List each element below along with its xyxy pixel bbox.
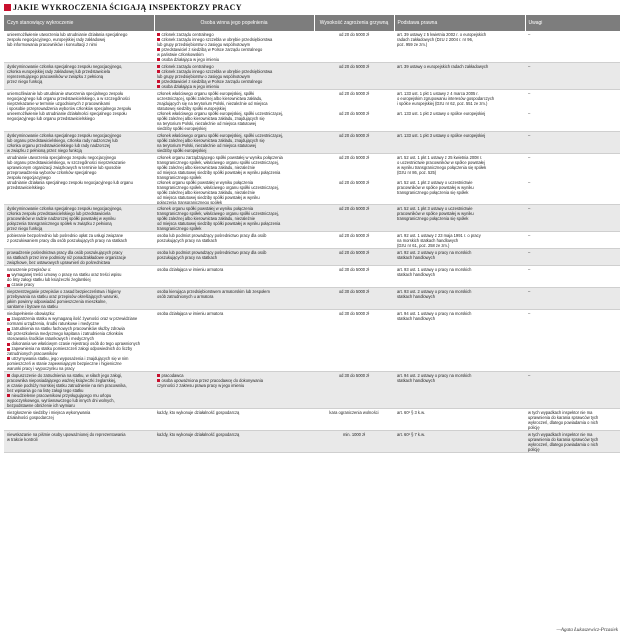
cell-line: od 20 do 5000 zł <box>338 206 370 212</box>
table-row <box>4 232 620 249</box>
cell-line: bezpodstawne obniżenie ich wymiaru <box>7 402 75 408</box>
page-title: JAKIE WYKROCZENIA ŚCIGAJĄ INSPEKTORZY PRACY <box>13 3 242 12</box>
cell-line: od 30 do 5000 zł <box>338 289 370 295</box>
cell-line: lub organu przedstawicielskiego, w szczególności nieprzekazanie <box>7 159 126 165</box>
cell-legal-basis <box>394 408 525 430</box>
table-header-row <box>4 15 620 31</box>
cell-line: unieemożliwienie utworzenia lub utrudnianie działania specjalnego <box>7 32 128 37</box>
cell-line: utrudnianie działania specjalnego zespołu negocjacyjnego lub organu <box>7 179 133 185</box>
cell-line: wykroczeń, dlatego powiadamia o nich <box>528 441 599 447</box>
cell-line: transgranicznego spółek, właściwego organu spółki uczestniczącej, <box>157 184 279 190</box>
cell-line: utrzymywania statku, jego wyposażenia i znajdujących się w nim <box>7 356 151 361</box>
cell-line: transgranicznego połączenia się spółek <box>397 189 469 195</box>
cell-line: zespołu negocjacyjnego <box>7 174 51 180</box>
cell-line: od 30 do 5000 zł <box>338 373 370 378</box>
cell-line: pracowników w spółce powstałej w wyniku <box>397 184 474 190</box>
cell-person <box>154 232 314 249</box>
cell-person <box>154 408 314 430</box>
table-row <box>4 430 620 452</box>
cell-line: (DzU nr 61, poz. 258 ze zm.) <box>397 243 450 249</box>
cell-line: nieprzekazanie w terminie uzgodnionych z pracownikami <box>7 100 111 106</box>
table-row <box>4 31 620 62</box>
cell-line: z poszukiwaniem pracy dla osób poszukujących pracy na statkach <box>7 238 128 244</box>
cell-fine <box>314 288 394 310</box>
cell-legal-basis <box>394 372 525 409</box>
cell-line: przedstawicielskiego <box>7 184 45 190</box>
column-header-offense: Czyn stanowiący wykroczenie <box>4 15 154 31</box>
cell-offense <box>4 266 154 288</box>
cell-line: poszukujących pracy na statkach <box>157 255 218 261</box>
cell-person <box>154 131 314 153</box>
cell-line: uczestniczącej, spółki zależnej albo kierownictwa zakładu, <box>157 95 263 101</box>
author-credit: —Agata Łukaszewicz-Przasiek <box>556 628 618 633</box>
cell-line: min. 1000 zł <box>342 431 366 437</box>
cell-line: art. 60¹ § 7 k.w. <box>397 431 425 437</box>
cell-line: dokonania we właściwym czasie rejestracji osób do tego uprawnionych <box>7 341 151 346</box>
cell-offense <box>4 153 154 205</box>
cell-line: dyskryminowanie członka specjalnego zespołu negocjacyjnego <box>7 132 122 138</box>
table-row <box>4 89 620 131</box>
cell-line: członek właściwego organu spółki europejskiej, spółki uczestniczącej, <box>157 110 284 116</box>
cell-line: członek zarządu centralnego <box>157 64 311 69</box>
cell-line: – <box>528 32 531 37</box>
cell-line: (DzU nr 86, poz. 525) <box>397 169 437 175</box>
cell-person <box>154 31 314 62</box>
cell-line: w państwie członkowskim <box>157 51 204 57</box>
cell-line: art. 94 ust. 1 ustawy o pracy na morskich <box>397 311 472 317</box>
table-row <box>4 131 620 153</box>
cell-line: art. 52 ust. 1 pkt 3 ustawy o uczestnictwie <box>397 206 473 212</box>
cell-line: przez niego funkcją <box>7 78 43 84</box>
cell-line: członek zarządu innego szczebla w obrębie przedsiębiorstwa <box>157 37 311 42</box>
cell-line: członek organu spółki powstałej w wyniku połączenia <box>157 206 254 212</box>
cell-line: niezgłoszenie siedziby i miejsca wykonywania <box>7 409 91 415</box>
cell-line: od 20 do 5000 zł <box>338 132 370 138</box>
cell-line: od 20 do 5000 zł <box>338 154 370 160</box>
cell-line: członka zespołu przedstawicielskiego lub przedstawiciela <box>7 211 111 217</box>
cell-line: i spółce europejskiej (DzU nr 62, poz. 551 ze zm.) <box>397 100 488 106</box>
cell-line: na morskich statkach handlowych <box>397 238 459 244</box>
cell-line: – <box>528 311 531 317</box>
cell-line: spółki zależnej albo kierownictwa zakładu, niezależnie <box>157 189 256 195</box>
cell-line: – <box>528 63 531 69</box>
cell-offense <box>4 232 154 249</box>
cell-line: stosowania środków ratunkowych i medycznych <box>7 336 94 342</box>
cell-line: siedziby spółki europejskiej <box>157 125 207 131</box>
cell-line: – <box>528 179 531 185</box>
table-row <box>4 288 620 310</box>
cell-line: uprawnienia do karania sprawców tych <box>528 414 599 420</box>
cell-line: art. 52 ust. 1 pkt 1 ustawy z 25 kwietnia 2008 r. <box>397 154 483 160</box>
cell-line: transgranicznego spółek <box>157 226 202 232</box>
cell-line: pracodawca <box>157 373 311 378</box>
cell-line: lub grupy przedsiębiorstw o zasięgu wspólnotowym <box>157 73 251 79</box>
cell-notes <box>525 266 620 288</box>
cell-fine <box>314 131 394 153</box>
cell-line: przedstawiciel z siedzibą w Polsce zarządu centralnego <box>157 79 311 84</box>
cell-offense <box>4 31 154 62</box>
cell-legal-basis <box>394 249 525 266</box>
cell-line: statkach handlowych <box>397 272 436 278</box>
cell-line: członek właściwego organu spółki europejskiej, spółki uczestniczącej, <box>157 132 284 138</box>
cell-legal-basis <box>394 89 525 131</box>
cell-line: wypoczynkowego, wyrównawczego lub innych dni wolnych, <box>7 397 115 403</box>
cell-line: lub organu przedstawicielskiego, członka rady nadzorczej lub <box>7 137 118 143</box>
cell-line: naruszenie przepisów o: <box>7 267 52 273</box>
cell-line: kara ograniczenia wolności <box>329 409 379 415</box>
cell-line: negocjacyjnego lub organu przedstawicielskiego, a w szczególności <box>7 95 130 101</box>
cell-line: zatrudnienia na statku fachowych pracowników służby zdrowia <box>7 326 151 331</box>
cell-line: uprawnionym organizacji związkowych w terminie lub sposobie <box>7 164 121 170</box>
cell-line: przebywania na statku oraz przepisów określających warunki, <box>7 294 119 300</box>
cell-line: w trakcie kontroli <box>7 436 38 442</box>
cell-line: – <box>528 154 531 160</box>
offenses-table <box>4 15 621 453</box>
cell-line: – <box>528 373 531 378</box>
cell-line: od 20 do 5000 zł <box>338 250 370 256</box>
cell-person <box>154 62 314 89</box>
cell-line: – <box>528 206 531 212</box>
cell-line: poz. 959 ze zm.) <box>397 41 428 47</box>
table-row <box>4 266 620 288</box>
cell-line: – <box>528 250 531 256</box>
cell-line: dyskryminowanie członka specjalnego zespołu negocjacyjnego, <box>7 206 123 212</box>
cell-legal-basis <box>394 131 525 153</box>
cell-line: dyskryminowanie członka specjalnego zespołu negocjacyjnego, <box>7 63 123 69</box>
cell-line: art. 93 ust. 1 ustawy o pracy na morskich <box>397 267 472 273</box>
cell-line: art. 93 ust. 2 ustawy o pracy na morskich <box>397 289 472 295</box>
cell-notes <box>525 205 620 232</box>
table-row <box>4 310 620 372</box>
cell-line: osoba lub podmiot prowadzący pośrednictwo pracy dla osób <box>157 250 267 256</box>
cell-person <box>154 372 314 409</box>
cell-line: od 20 do 5000 zł <box>338 63 370 69</box>
cell-line: statutowej siedziby spółki europejskiej <box>157 105 226 111</box>
cell-line: członek zarządu innego szczebla w obrębie przedsiębiorstwa <box>157 69 311 74</box>
cell-person <box>154 89 314 131</box>
cell-line: policję <box>528 424 540 430</box>
cell-line: – <box>528 233 531 239</box>
cell-line: siedziby spółki europejskiej <box>157 147 207 153</box>
cell-offense <box>4 288 154 310</box>
column-header-fine: Wysokość zagrożenia grzywną <box>314 15 394 31</box>
cell-person <box>154 266 314 288</box>
cell-offense <box>4 205 154 232</box>
cell-line: przedstawiciel z siedzibą w Polsce zarządu centralnego <box>157 47 311 52</box>
cell-line: członek organu zarządzającego spółki powstałej w wyniku połączenia <box>157 154 283 160</box>
cell-line: czasie pracy <box>7 282 151 287</box>
cell-line: policję <box>528 446 540 452</box>
cell-line: pobieranie bezpośrednio lub pośrednio opłat za usługi związane <box>7 233 124 239</box>
cell-line: każdy, kto wykonuje działalność gospodarczą <box>157 409 240 415</box>
cell-line: statkach handlowych <box>397 316 436 322</box>
table-row <box>4 153 620 205</box>
cell-line: dopuszczenie do zatrudnienia na statku, w siłach jego załogi, <box>7 373 151 378</box>
cell-line: niewskazanie na piśmie osoby upoważnionej do reprezentowania <box>7 431 126 437</box>
cell-line: unieemożliwienie lub utrudnianie działalności specjalnego zespołu <box>7 110 127 116</box>
cell-line: radach zakładowych (DzU z 2004 r. nr 96, <box>397 36 473 42</box>
cell-line: art. 39 ustawy o europejskich radach zakładowych <box>397 63 489 69</box>
cell-line: art. 133 ust. 1 pkt 3 ustawy o spółce europejskiej <box>397 132 486 138</box>
cell-line: zatrudnionych pracowników <box>7 351 58 357</box>
cell-legal-basis <box>394 205 525 232</box>
cell-notes <box>525 131 620 153</box>
cell-line: zapewnienia na statku pomieszczeń załogi odpowiednich do liczby <box>7 346 151 351</box>
cell-line: osoba działająca w imieniu armatora <box>157 267 224 273</box>
cell-person <box>154 310 314 372</box>
cell-line: od 30 do 5000 zł <box>338 267 370 273</box>
cell-line: do listy załogi statku lub książeczki żeglarskiej <box>7 277 91 283</box>
cell-line: od miejsca statutowej siedziby spółki powstałej w wyniku <box>157 194 260 200</box>
cell-notes <box>525 372 620 409</box>
cell-line: osoba działająca w jego imieniu <box>157 57 311 62</box>
cell-line: spółki zależnej albo kierownictwa zakładu, niezależnie <box>157 216 256 222</box>
cell-fine <box>314 249 394 266</box>
cell-line: na terytorium Polski, niezależnie od miejsca statutowej <box>157 142 256 148</box>
cell-line: pracowników w spółce powstałej w wyniku <box>397 211 474 217</box>
cell-notes <box>525 89 620 131</box>
article-header <box>4 2 242 13</box>
cell-fine <box>314 266 394 288</box>
cell-line: osoba upoważniona przez pracodawcę do dokonywania <box>157 378 311 383</box>
cell-line: lub informowania pracowników i konsultacji z nimi <box>7 41 97 47</box>
cell-line: transgranicznego połączenia się spółek <box>397 216 469 222</box>
cell-line: od 20 do 5000 zł <box>338 179 370 185</box>
cell-line: art. 92 ust. 2 ustawy o pracy na morskich <box>397 250 472 256</box>
cell-line: o europejskim zgrupowaniu interesów gospodarczych <box>397 95 495 101</box>
table-row <box>4 408 620 430</box>
cell-line: – <box>528 132 531 138</box>
cell-line: osoba kierująca przedsiębiorstwem armatorskim lub zespołem <box>157 289 270 295</box>
cell-notes <box>525 62 620 89</box>
cell-line: połączenia transgranicznego spółek w związku z pełnioną <box>7 221 112 227</box>
cell-fine <box>314 232 394 249</box>
cell-notes <box>525 408 620 430</box>
cell-line: działalności gospodarczej <box>7 414 54 420</box>
cell-legal-basis <box>394 232 525 249</box>
cell-line: jakim powinny odpowiadać pomieszczenia mieszkalne, <box>7 299 107 305</box>
cell-fine <box>314 408 394 430</box>
cell-line: od 30 do 5000 zł <box>338 311 370 317</box>
cell-fine <box>314 310 394 372</box>
cell-line: prowadzenie pośrednictwa pracy dla osób poszukujących pracy <box>7 250 123 256</box>
cell-line: – <box>528 267 531 273</box>
cell-line: przeprowadzenia wyborów członków specjalnego <box>7 169 97 175</box>
cell-fine <box>314 153 394 205</box>
cell-line: o uczestnictwie pracowników w spółce powstałej <box>397 159 485 165</box>
cell-line: art. 133 ust. 1 pkt 1 ustawy z 4 marca 2005 r. <box>397 90 479 96</box>
cell-line: osób zatrudnionych u armatora <box>157 294 214 300</box>
cell-offense <box>4 131 154 153</box>
cell-line: od 20 do 5000 zł <box>338 110 370 116</box>
cell-line: wymaganej treści umowy o pracę na statku oraz treści wpisu <box>7 272 151 277</box>
cell-line: art. 133 ust. 1 pkt 2 ustawy o spółce europejskiej <box>397 110 486 116</box>
cell-line: połączenia transgranicznego spółek <box>157 199 223 205</box>
cell-line: przez niego funkcją <box>7 226 43 232</box>
cell-notes <box>525 153 620 205</box>
cell-line: od 20 do 5000 zł <box>338 32 370 37</box>
cell-person <box>154 205 314 232</box>
cell-offense <box>4 249 154 266</box>
cell-notes <box>525 232 620 249</box>
cell-line: osoba działająca w imieniu armatora <box>157 311 224 317</box>
cell-line: warunki pracy i wypoczynku na pracy <box>7 366 75 371</box>
cell-line: w tych wypadkach inspektor nie ma <box>528 409 593 415</box>
cell-notes <box>525 249 620 266</box>
cell-line: pracowników w radzie nadzorczej spółki powstałej w wyniku <box>7 216 116 222</box>
column-header-person: Osoba winna jego popełnienia <box>154 15 314 31</box>
cell-line: czynności z zakresu prawa pracy w jego imieniu <box>157 382 245 388</box>
cell-line: osoba lub podmiot prowadzący pośrednictwo pracy dla osób <box>157 233 267 239</box>
cell-person <box>154 430 314 452</box>
table-row <box>4 372 620 409</box>
cell-legal-basis <box>394 31 525 62</box>
cell-line: spółki zależnej albo kierownictwa zakładu, niezależnie <box>157 164 256 170</box>
cell-line: niedopełnienie obowiązku: <box>7 311 56 317</box>
cell-line: w tych wypadkach inspektor nie ma <box>528 431 593 437</box>
cell-line: członka europejskiej rady zakładowej lub przedstawiciela <box>7 68 111 74</box>
cell-line: członka organu przedstawicielskiego lub rady nadzorczej <box>7 142 111 148</box>
cell-line: na statkach przez inne podmioty niż ponadzakładowe organizacje <box>7 255 127 261</box>
cell-line: wykroczeń, dlatego powiadamia o nich <box>528 419 599 425</box>
cell-line: transgranicznego spółek, właściwego organu spółki uczestniczącej, <box>157 211 279 217</box>
cell-line: statkach handlowych <box>397 255 436 261</box>
cell-line: członek właściwego organu spółki europejskiej, spółki <box>157 90 255 96</box>
cell-line: poszukujących pracy na statkach <box>157 238 218 244</box>
column-header-legal-basis: Podstawa prawna <box>394 15 525 31</box>
cell-line: nieudzielenie pracownikowi przysługującego mu urlopu <box>7 393 151 398</box>
cell-line: znajdujących się na terytorium Polski, niezależnie od miejsca <box>157 100 268 106</box>
cell-line: w wyniku transgranicznego połączenia się spółek <box>397 164 487 170</box>
cell-notes <box>525 310 620 372</box>
cell-notes <box>525 430 620 452</box>
cell-line: zaopatrzenia statku w wymaganą ilość żywności oraz w przewidziane <box>7 316 151 321</box>
cell-line: art. 39 ustawy z 5 kwietnia 2002 r. o europejskich <box>397 32 487 37</box>
cell-line: – <box>528 289 531 295</box>
cell-line: – <box>528 90 531 96</box>
cell-line: członek organu spółki powstałej w wyniku połączenia <box>157 179 254 185</box>
cell-notes <box>525 31 620 62</box>
cell-legal-basis <box>394 153 525 205</box>
cell-offense <box>4 89 154 131</box>
cell-line: pracownika nieposiadającego ważnej książeczki żeglarskiej, <box>7 377 116 383</box>
cell-line: na terytorium Polski, niezależnie od miejsca statutowej <box>157 120 256 126</box>
column-header-notes: Uwagi <box>525 15 620 31</box>
cell-line: bez wpisania go na listę załogi tego statku <box>7 387 84 393</box>
cell-line: reprezentującego pracowników w związku z pełnioną <box>7 73 104 79</box>
cell-offense <box>4 62 154 89</box>
cell-line: normami urządzenia, środki ratunkowe i medyczne <box>7 321 100 327</box>
cell-line: od 20 do 5000 zł <box>338 233 370 239</box>
cell-legal-basis <box>394 310 525 372</box>
cell-line: nieprzestrzeganie przepisów o zasad bezpieczeństwa i higieny <box>7 289 121 295</box>
cell-line: w czasie podróży morskiej statku zatrudnienie na nim pracownika, <box>7 382 127 388</box>
cell-line: art. 60¹ § 3 k.w. <box>397 409 425 415</box>
cell-line: art. 94 ust. 2 ustawy o pracy na morskich <box>397 373 472 378</box>
cell-fine <box>314 205 394 232</box>
cell-line: sanitarne i bytowe na statku <box>7 304 58 310</box>
cell-notes <box>525 288 620 310</box>
cell-legal-basis <box>394 62 525 89</box>
cell-line: art. 52 ust. 1 pkt 2 ustawy o uczestnictwie <box>397 179 473 185</box>
table-body <box>4 31 620 452</box>
cell-person <box>154 153 314 205</box>
cell-person <box>154 288 314 310</box>
cell-line: statkach handlowych <box>397 377 436 383</box>
cell-fine <box>314 62 394 89</box>
cell-line: negocjacyjnego lub organu przedstawicielskiego <box>7 115 95 121</box>
cell-line: członek zarządu centralnego <box>157 32 311 37</box>
cell-line: – <box>528 110 531 116</box>
cell-line: lub grupy przedsiębiorstw o zasięgu wspólnotowym <box>157 41 251 47</box>
table-row <box>4 249 620 266</box>
cell-line: spółki zależnej albo kierownictwa zakładu, znajdujących się <box>157 115 265 121</box>
cell-line: lub przeszkolenia medycznego kapitana i zatrudnienia członków <box>7 331 124 337</box>
cell-line: osoba działająca w jego imieniu <box>157 84 311 89</box>
cell-line: w związku z pełnioną przez niego funkcją <box>7 147 82 153</box>
cell-line: statkach handlowych <box>397 294 436 300</box>
cell-line: utrudnianie utworzenia specjalnego zespołu negocjacyjnego <box>7 154 117 160</box>
cell-offense <box>4 408 154 430</box>
cell-line: każdy, kto wykonuje działalność gospodarczą <box>157 431 240 437</box>
cell-fine <box>314 31 394 62</box>
cell-fine <box>314 89 394 131</box>
cell-line: związkowe, bez ustawowych uprawnień do pośrednictwa <box>7 260 111 266</box>
cell-line: transgranicznego spółek, właściwego organu spółki uczestniczącej, <box>157 159 279 165</box>
cell-line: spółki zależnej albo kierownictwa zakładu, znajdujących się <box>157 137 265 143</box>
cell-person <box>154 249 314 266</box>
cell-line: transgranicznego spółek <box>157 174 202 180</box>
cell-legal-basis <box>394 266 525 288</box>
cell-line: zespołu negocjacyjnego, europejskiej rady zakładowej <box>7 36 106 42</box>
cell-line: i sposobie przeprowadzenia wyborów członków specjalnego zespołu <box>7 105 132 111</box>
cell-line: od miejsca statutowej siedziby spółki powstałej w wyniku połączenia <box>157 169 281 175</box>
cell-legal-basis <box>394 430 525 452</box>
cell-fine <box>314 430 394 452</box>
cell-offense <box>4 430 154 452</box>
cell-line: uprawnienia do karania sprawców tych <box>528 436 599 442</box>
cell-line: od 20 do 5000 zł <box>338 90 370 96</box>
cell-offense <box>4 372 154 409</box>
cell-line: art. 92 ust. 1 ustawy z 23 maja 1991 r. o pracy <box>397 233 481 239</box>
cell-line: uniemożliwianie lub utrudnianie utworzenia specjalnego zespołu <box>7 90 124 96</box>
cell-line: pomieszczeń w stanie zapewniającym bezpieczne i higieniczne <box>7 361 122 367</box>
table-row <box>4 62 620 89</box>
red-square-icon <box>4 4 11 11</box>
cell-line: od miejsca statutowej siedziby spółki powstałej w wyniku połączenia <box>157 221 281 227</box>
cell-legal-basis <box>394 288 525 310</box>
cell-fine <box>314 372 394 409</box>
table-row <box>4 205 620 232</box>
cell-offense <box>4 310 154 372</box>
